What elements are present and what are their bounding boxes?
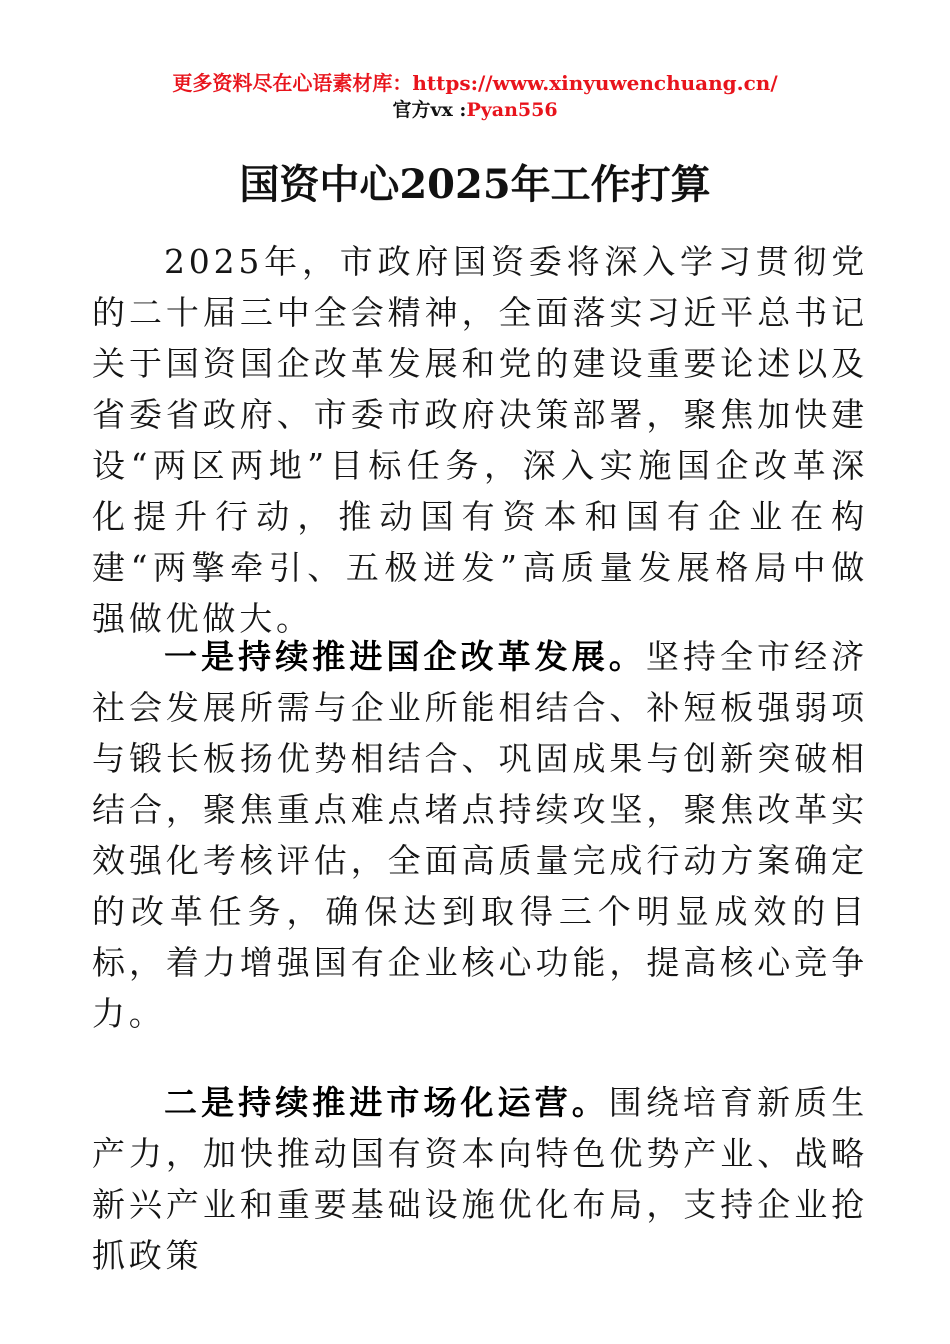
contact-line bbox=[0, 98, 950, 122]
section-body-2: 围绕培育新质生产力，加快推动国有资本向特色优势产业、战略新兴产业和重要基础设施优化布局，支持企业抢抓政策 bbox=[92, 1083, 868, 1275]
section-lead-1: 一是持续推进国企改革发展。 bbox=[164, 637, 646, 676]
section-paragraph-2 bbox=[92, 1077, 868, 1281]
contact-label: 官方vx : bbox=[392, 99, 467, 121]
contact-id: Pyan556 bbox=[466, 99, 558, 121]
section-paragraph-1 bbox=[92, 631, 868, 1039]
intro-paragraph: 2025年，市政府国资委将深入学习贯彻党的二十届三中全会精神，全面落实习近平总书记关于国资国企改革发展和党的建设重要论述以及省委省政府、市委市政府决策部署，聚焦加快建设“两区两地”目标任务，深入实施国企改革深化提升行动，推动国有资本和国有企业在构建“两擎牵引、五极迸发”高质量发展格局中做强做优做大。 bbox=[92, 242, 868, 638]
section-body-1: 坚持全市经济社会发展所需与企业所能相结合、补短板强弱项与锻长板扬优势相结合、巩固成果与创新突破相结合，聚焦重点难点堵点持续攻坚，聚焦改革实效强化考核评估，全面高质量完成行动方案确定的改革任务，确保达到取得三个明显成效的目标，着力增强国有企业核心功能，提高核心竞争力。 bbox=[92, 637, 868, 1033]
section-lead-2: 二是持续推进市场化运营。 bbox=[164, 1083, 609, 1122]
promo-text: 更多资料尽在心语素材库：https://www.xinyuwenchuang.cn/ bbox=[172, 71, 778, 95]
document-title: 国资中心2025年工作打算 bbox=[239, 160, 711, 208]
promo-banner bbox=[0, 70, 950, 96]
